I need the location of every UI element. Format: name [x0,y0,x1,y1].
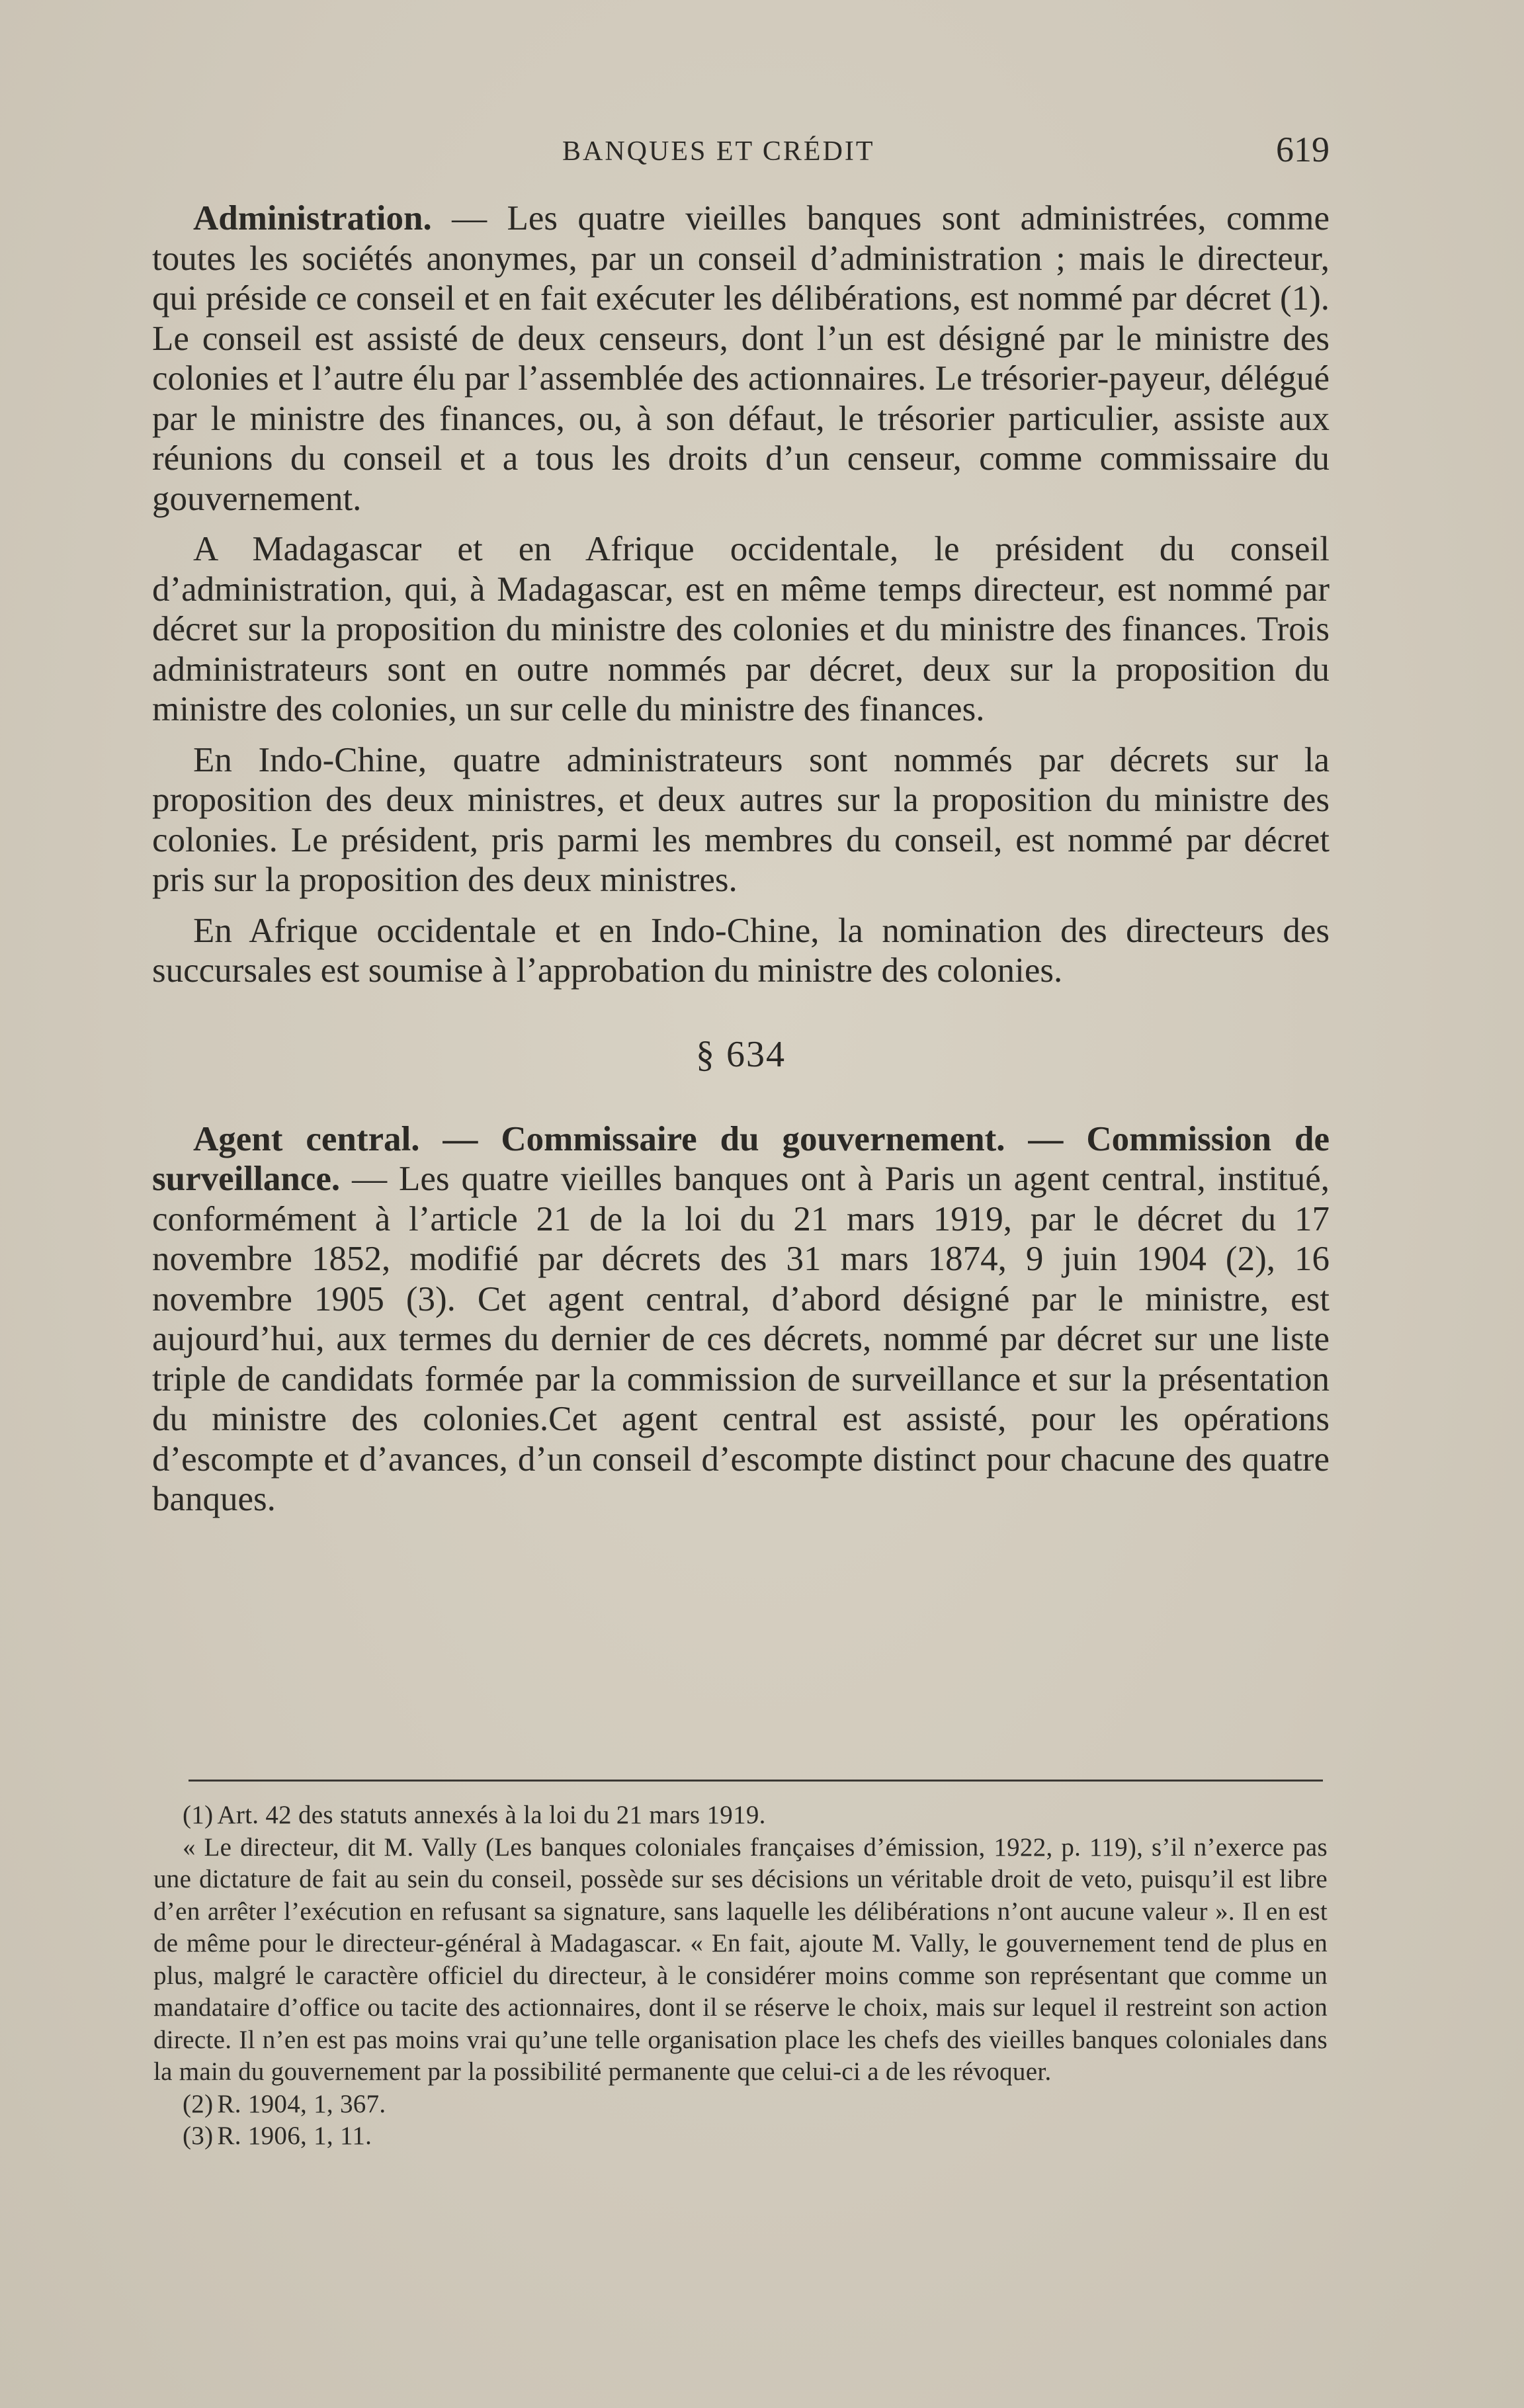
section-heading: § 634 [696,1033,786,1075]
page-header [192,129,1330,175]
footnote [153,1832,1328,2088]
running-head: BANQUES ET CRÉDIT [562,136,875,167]
paragraph-madagascar: A Madagascar et en Afrique occidentale, le président du conseil d’administration, qui, à Madagascar, est en même temps directeur, est nommé par décret sur la proposition du ministre des colonies et du ministre des finances. Trois administrateurs sont en outre nommés par décret, deux sur la proposition du ministre des colonies, un sur celle du ministre des finances. [152,530,1330,728]
footnote-text: « Le directeur, dit M. Vally (Les banques coloniales françaises d’émission, 1922, p. 119), s’il n’exerce pas une dictature de fait au sein du conseil, possède sur ses décisions un véritable droit de veto, puisqu’il est libre d’en arrêter l’exécution en refusant sa signature, sans laquelle les délibérations n’ont aucune valeur ». Il en est de même pour le directeur-général à Madagascar. « En fait, ajoute M. Vally, le gouvernement tend de plus en plus, malgré le caractère officiel du directeur, à le considérer moins comme son représentant que comme un mandataire d’office ou tacite des actionnaires, dont il se réserve le choix, mais sur lequel il restreint son action directe. Il n’en est pas moins vrai qu’une telle organisation place les chefs des vieilles banques coloniales dans la main du gouvernement par la possibilité permanente que celui-ci a de les révoquer. [153,1832,1328,2086]
paragraph-text: — Les quatre vieilles banques ont à Paris un agent central, institué, conformément à l’article 21 de la loi du 21 mars 1919, par le décret du 17 novembre 1852, modifié par décrets des 31 mars 1874, 9 juin 1904 (2), 16 novembre 1905 (3). Cet agent central, d’abord désigné par le ministre, est aujourd’hui, aux termes du dernier de ces décrets, nommé par décret sur une liste triple de candidats formée par la commission de surveillance et sur la présentation du ministre des colonies.Cet agent central est assisté, pour les opérations d’escompte et d’avances, d’un conseil d’escompte distinct pour chacune des quatre banques. [152,1160,1330,1518]
paragraph-text: — Les quatre vieilles banques sont administrées, comme toutes les sociétés anonymes, par un conseil d’administration ; mais le directeur, qui préside ce conseil et en fait exécuter les délibérations, est nommé par décret (1). Le conseil est assisté de deux censeurs, dont l’un est désigné par le ministre des colonies et l’autre élu par l’assemblée des actionnaires. Le trésorier-payeur, délégué par le ministre des finances, ou, à son défaut, le trésorier particulier, assiste aux réunions du conseil et a tous les droits d’un censeur, comme commissaire du gouvernement. [152,199,1330,518]
body-text [152,198,1330,1520]
footnote-mark: (2) [183,2089,214,2118]
footnote-text: R. 1904, 1, 367. [217,2089,386,2118]
paragraph-administration [152,198,1330,519]
footnote [153,2120,1328,2153]
footnote-text: R. 1906, 1, 11. [217,2122,372,2150]
footnote [153,2088,1328,2121]
paragraph-succursales: En Afrique occidentale et en Indo-Chine, la nomination des directeurs des succursales est soumise à l’approbation du ministre des colonies. [152,911,1330,990]
footnotes [153,1799,1328,2153]
paragraph-lead: Administration. [193,199,432,237]
paragraph-indochine: En Indo-Chine, quatre administrateurs sont nommés par décrets sur la proposition des deux ministres, et deux autres sur la proposition du ministre des colonies. Le président, pris parmi les membres du conseil, est nommé par décret pris sur la proposition des deux ministres. [152,740,1330,899]
footnote-mark: (3) [183,2122,214,2150]
paragraph-lead: Agent central. — Commissaire du gouvernement. — Commission de surveillance. [152,1119,1330,1198]
footnote-mark: (1) [183,1801,214,1829]
footnote [153,1799,1328,1832]
footnote-text: Art. 42 des statuts annexés à la loi du 21 mars 1919. [217,1801,766,1829]
page-number: 619 [1276,130,1330,169]
paragraph-agent-central [152,1119,1330,1520]
footnote-rule [189,1780,1323,1782]
